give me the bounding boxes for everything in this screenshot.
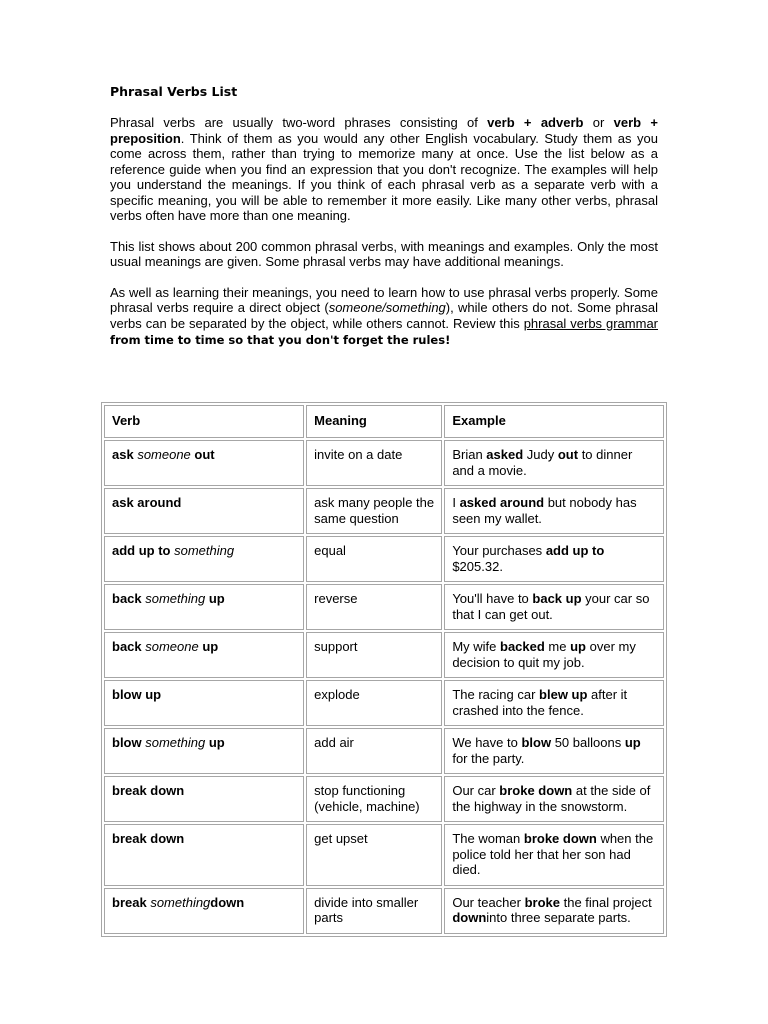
italic-segment: something — [150, 894, 211, 910]
text-segment: The racing car — [452, 687, 540, 702]
text-segment: $205.32. — [452, 558, 503, 574]
text-segment: or — [583, 115, 614, 130]
example-cell — [444, 440, 664, 486]
bold-segment: backed — [500, 639, 545, 654]
example-cell — [444, 728, 664, 774]
bold-segment: verb + preposition — [110, 115, 658, 146]
meaning-cell: reverse — [306, 584, 442, 630]
text-segment: Judy — [523, 447, 558, 462]
bold-segment: blow — [521, 735, 552, 750]
example-cell — [444, 776, 664, 822]
intro-paragraph — [110, 115, 658, 224]
example-cell — [444, 888, 664, 934]
bold-segment: blew up — [539, 687, 588, 702]
meaning-cell: equal — [306, 536, 442, 582]
verb-cell — [104, 680, 304, 726]
table-row — [104, 584, 664, 630]
italic-segment: something — [174, 543, 235, 558]
meaning-cell: add air — [306, 728, 442, 774]
bold-segment: down — [452, 910, 487, 925]
example-cell — [444, 584, 664, 630]
bold-segment: up — [205, 735, 225, 750]
verb-cell — [104, 632, 304, 678]
bold-segment: ask around — [112, 495, 182, 510]
bold-segment: up — [205, 591, 225, 606]
meaning-cell: support — [306, 632, 442, 678]
text-segment: ), while others do not. Some phrasal verbs can be separated by the object, while others cannot. Review this — [110, 300, 658, 331]
bold-segment: out — [190, 447, 215, 462]
document-title: Phrasal Verbs List — [110, 84, 238, 99]
example-cell — [444, 536, 664, 582]
bold-segment: broke down — [523, 831, 597, 846]
bold-segment: add up to — [112, 543, 175, 558]
phrasal-verbs-table — [101, 402, 667, 937]
grammar-link[interactable]: phrasal verbs grammar — [523, 315, 659, 331]
table-row — [104, 888, 664, 934]
usage-paragraph — [110, 285, 658, 349]
text-segment: . Think of them as you would any other English vocabulary. Study them as you come across them, rather than trying to memorize many at once. Use the list below as a reference guide when you find an expression that you don't recognize. The examples will help you understand the meanings. If you think of each phrasal verb as a separate verb with a specific meaning, you will be able to remember it more easily. Like many other verbs, phrasal verbs often have more than one meaning. — [110, 130, 658, 223]
verb-cell — [104, 888, 304, 934]
bold-segment: broke — [524, 894, 560, 910]
meaning-cell: ask many people the same question — [306, 488, 442, 534]
text-segment: when the police told her that her son had died. — [452, 831, 654, 877]
text-segment: Phrasal verbs are usually two-word phrases consisting of — [110, 115, 488, 130]
meaning-cell: stop functioning (vehicle, machine) — [306, 776, 442, 822]
bold-segment: break — [112, 894, 151, 910]
text-segment: after it crashed into the fence. — [452, 687, 628, 718]
table-row — [104, 728, 664, 774]
text-segment: You'll have to — [452, 591, 533, 606]
text-segment: 50 balloons — [551, 735, 625, 750]
verb-cell — [104, 584, 304, 630]
verb-cell — [104, 536, 304, 582]
text-segment: Brian — [452, 447, 487, 462]
table-row — [104, 488, 664, 534]
text-segment: Our teacher — [452, 894, 525, 910]
header-meaning: Meaning — [306, 405, 442, 438]
text-segment: We have to — [452, 735, 522, 750]
text-segment: but nobody has seen my wallet. — [452, 495, 637, 526]
italic-segment: someone — [145, 639, 199, 654]
bold-segment: ask — [112, 447, 138, 462]
document-page — [110, 84, 658, 364]
bold-segment: asked around — [459, 495, 545, 510]
bold-segment: back up — [532, 591, 582, 606]
bold-segment: down — [210, 894, 245, 910]
meaning-cell: get upset — [306, 824, 442, 886]
verb-cell — [104, 776, 304, 822]
italic-segment: something — [145, 591, 206, 606]
header-example: Example — [444, 405, 664, 438]
table-row — [104, 440, 664, 486]
table-header-row — [104, 405, 664, 438]
table-row — [104, 632, 664, 678]
text-segment: I — [452, 495, 460, 510]
bold-segment: asked — [486, 447, 524, 462]
text-segment: for the party. — [452, 750, 525, 766]
verb-cell — [104, 728, 304, 774]
closing-text: from time to time so that you don't forget the rules! — [110, 333, 451, 347]
bold-segment: blow — [112, 735, 146, 750]
italic-segment: something — [145, 735, 206, 750]
verb-cell — [104, 488, 304, 534]
text-segment: The woman — [452, 831, 524, 846]
example-cell — [444, 824, 664, 886]
table-row — [104, 680, 664, 726]
bold-segment: up — [624, 735, 641, 750]
header-verb: Verb — [104, 405, 304, 438]
bold-segment: break down — [112, 831, 185, 846]
list-description-paragraph — [110, 239, 658, 270]
text-segment: Your purchases — [452, 543, 546, 558]
text-segment: into three separate parts. — [486, 910, 631, 925]
bold-segment: out — [557, 447, 579, 462]
text-segment: at the side of the highway in the snowstorm. — [452, 783, 651, 814]
bold-segment: blow up — [112, 687, 162, 702]
bold-segment: add up to — [545, 543, 605, 558]
bold-segment: back — [112, 591, 146, 606]
italic-segment: someone — [137, 447, 191, 462]
bold-segment: up — [570, 639, 586, 654]
text-segment: your car so that I can get out. — [452, 591, 650, 622]
meaning-cell: divide into smaller parts — [306, 888, 442, 934]
verb-cell — [104, 440, 304, 486]
example-cell — [444, 680, 664, 726]
bold-segment: up — [198, 639, 219, 654]
text-segment: This list shows about 200 common phrasal verbs, with meanings and examples. Only the most usual meanings are given. Some phrasal verbs may have additional meanings. — [110, 238, 658, 269]
example-cell — [444, 632, 664, 678]
text-segment: My wife — [452, 639, 500, 654]
verb-cell — [104, 824, 304, 886]
bold-segment: back — [112, 639, 146, 654]
table-row — [104, 776, 664, 822]
bold-segment: verb + adverb — [487, 115, 584, 130]
text-segment: Our car — [452, 783, 500, 798]
text-segment: the final project — [560, 894, 652, 910]
table-row — [104, 824, 664, 886]
bold-segment: broke down — [499, 783, 573, 798]
text-segment: me — [544, 639, 571, 654]
text-segment: over my decision to quit my job. — [452, 639, 636, 670]
table-row — [104, 536, 664, 582]
meaning-cell: explode — [306, 680, 442, 726]
bold-segment: break down — [112, 783, 185, 798]
text-segment: As well as learning their meanings, you need to learn how to use phrasal verbs properly. Some phrasal verbs require a direct object ( — [110, 284, 658, 315]
text-segment: to dinner and a movie. — [452, 447, 633, 478]
italic-segment: someone/something — [328, 300, 446, 315]
meaning-cell: invite on a date — [306, 440, 442, 486]
example-cell — [444, 488, 664, 534]
